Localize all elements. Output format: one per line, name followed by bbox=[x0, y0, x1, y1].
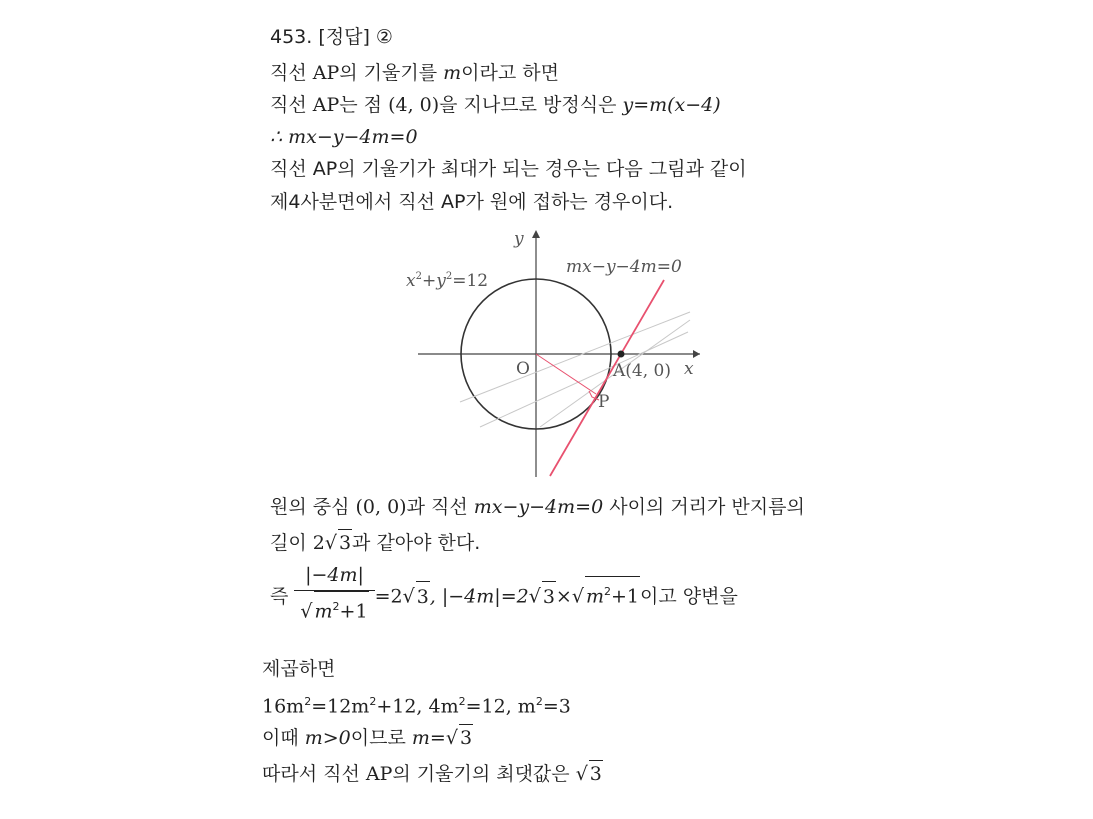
fraction-numerator: |−4m| bbox=[294, 560, 374, 591]
text-line-4: 직선 AP의 기울기가 최대가 되는 경우는 다음 그림과 같이 bbox=[270, 158, 747, 180]
t: 3 bbox=[459, 724, 473, 751]
text-line-1 bbox=[270, 60, 559, 86]
text-line-2 bbox=[270, 92, 721, 118]
t: × bbox=[555, 585, 572, 608]
text-line-7 bbox=[270, 529, 480, 556]
y-axis-label: y bbox=[514, 229, 524, 249]
text-line-12 bbox=[262, 760, 603, 787]
t: m bbox=[443, 62, 462, 84]
t: 의 기울기의 최댓값은 bbox=[392, 763, 576, 785]
t: 2 bbox=[304, 695, 312, 708]
y-axis-arrow-icon bbox=[532, 230, 540, 238]
t: 는 점 bbox=[339, 94, 389, 116]
t: 의 기울기를 bbox=[339, 62, 444, 84]
graph-figure bbox=[400, 222, 720, 484]
t: 2 bbox=[603, 585, 611, 599]
t: +y bbox=[421, 271, 446, 291]
t: mx−y−4m=0 bbox=[473, 496, 604, 518]
t: 3 bbox=[542, 581, 556, 612]
t: 이때 bbox=[262, 727, 305, 749]
origin-label: O bbox=[516, 359, 530, 379]
t: 3 bbox=[416, 581, 430, 612]
t: 원의 중심 bbox=[270, 496, 356, 518]
helper-line bbox=[460, 312, 690, 402]
t: +1 bbox=[339, 600, 368, 623]
text-line-6 bbox=[270, 494, 805, 520]
t: 이고 양변을 bbox=[639, 585, 738, 608]
answer-header: 453. [정답] ② bbox=[270, 26, 393, 48]
point-a-label: A(4, 0) bbox=[613, 361, 671, 381]
sqrt-icon: √ bbox=[528, 585, 541, 608]
t: 과 직선 bbox=[406, 496, 474, 518]
t: m>0 bbox=[304, 727, 351, 749]
text-line-10 bbox=[262, 689, 571, 719]
t: 즉 bbox=[270, 585, 295, 608]
t: 이라고 하면 bbox=[461, 62, 559, 84]
t: 2 bbox=[369, 695, 377, 708]
t: m bbox=[314, 600, 333, 623]
t: 이므로 bbox=[350, 727, 412, 749]
t: 2 bbox=[332, 600, 340, 613]
t: 사이의 거리가 반지름의 bbox=[603, 496, 805, 518]
text-line-5: 제4사분면에서 직선 AP가 원에 접하는 경우이다. bbox=[270, 191, 674, 213]
x-axis-label: x bbox=[684, 359, 694, 379]
t: =12, m bbox=[465, 695, 536, 718]
text-line-11 bbox=[262, 724, 473, 751]
t: =3 bbox=[542, 695, 571, 718]
t: m bbox=[585, 585, 604, 608]
t: 3 bbox=[338, 529, 352, 556]
circle-equation-label bbox=[406, 271, 488, 291]
sqrt-icon: √ bbox=[445, 727, 458, 749]
t: =12 bbox=[452, 271, 489, 291]
t: 과 같아야 한다. bbox=[352, 532, 481, 554]
text-line-9: 제곱하면 bbox=[262, 658, 336, 680]
t: 2 bbox=[415, 271, 422, 282]
t: , |−4m|=2 bbox=[429, 585, 529, 608]
text-line-8 bbox=[270, 564, 738, 630]
radicand bbox=[314, 591, 369, 626]
t: AP bbox=[365, 763, 393, 785]
t: 직선 bbox=[270, 62, 313, 84]
sqrt-icon: √ bbox=[324, 532, 337, 554]
x-axis-arrow-icon bbox=[693, 350, 700, 358]
t: y=m(x−4) bbox=[622, 94, 721, 116]
t: m= bbox=[411, 727, 446, 749]
t: 2 bbox=[535, 695, 543, 708]
t: 따라서 직선 bbox=[262, 763, 366, 785]
t: 2 bbox=[458, 695, 466, 708]
t: 16m bbox=[262, 695, 305, 718]
t: 2 bbox=[445, 271, 453, 282]
t: =12m bbox=[311, 695, 370, 718]
radicand bbox=[585, 576, 640, 611]
sqrt-icon: √ bbox=[300, 600, 313, 623]
point-a bbox=[618, 351, 625, 358]
t: +1 bbox=[610, 585, 639, 608]
sqrt-icon: √ bbox=[575, 763, 588, 785]
sqrt-icon: √ bbox=[402, 585, 415, 608]
t: 3 bbox=[589, 760, 603, 787]
t: 길이 bbox=[270, 532, 313, 554]
t: +12, 4m bbox=[376, 695, 459, 718]
line-equation-label: mx−y−4m=0 bbox=[566, 257, 682, 277]
fraction bbox=[294, 560, 374, 626]
t: =2 bbox=[374, 585, 403, 608]
t: 을 지나므로 방정식은 bbox=[439, 94, 623, 116]
fraction-denominator bbox=[294, 591, 374, 626]
t: 직선 bbox=[270, 94, 313, 116]
t: x bbox=[406, 271, 416, 291]
sqrt-icon: √ bbox=[571, 585, 584, 608]
t: 2 bbox=[312, 532, 325, 554]
point-p-label: P bbox=[598, 392, 610, 412]
text-line-3: ∴ mx−y−4m=0 bbox=[270, 126, 418, 148]
t: AP bbox=[312, 94, 340, 116]
t: (4, 0) bbox=[388, 94, 440, 116]
t: (0, 0) bbox=[355, 496, 407, 518]
t: AP bbox=[312, 62, 340, 84]
